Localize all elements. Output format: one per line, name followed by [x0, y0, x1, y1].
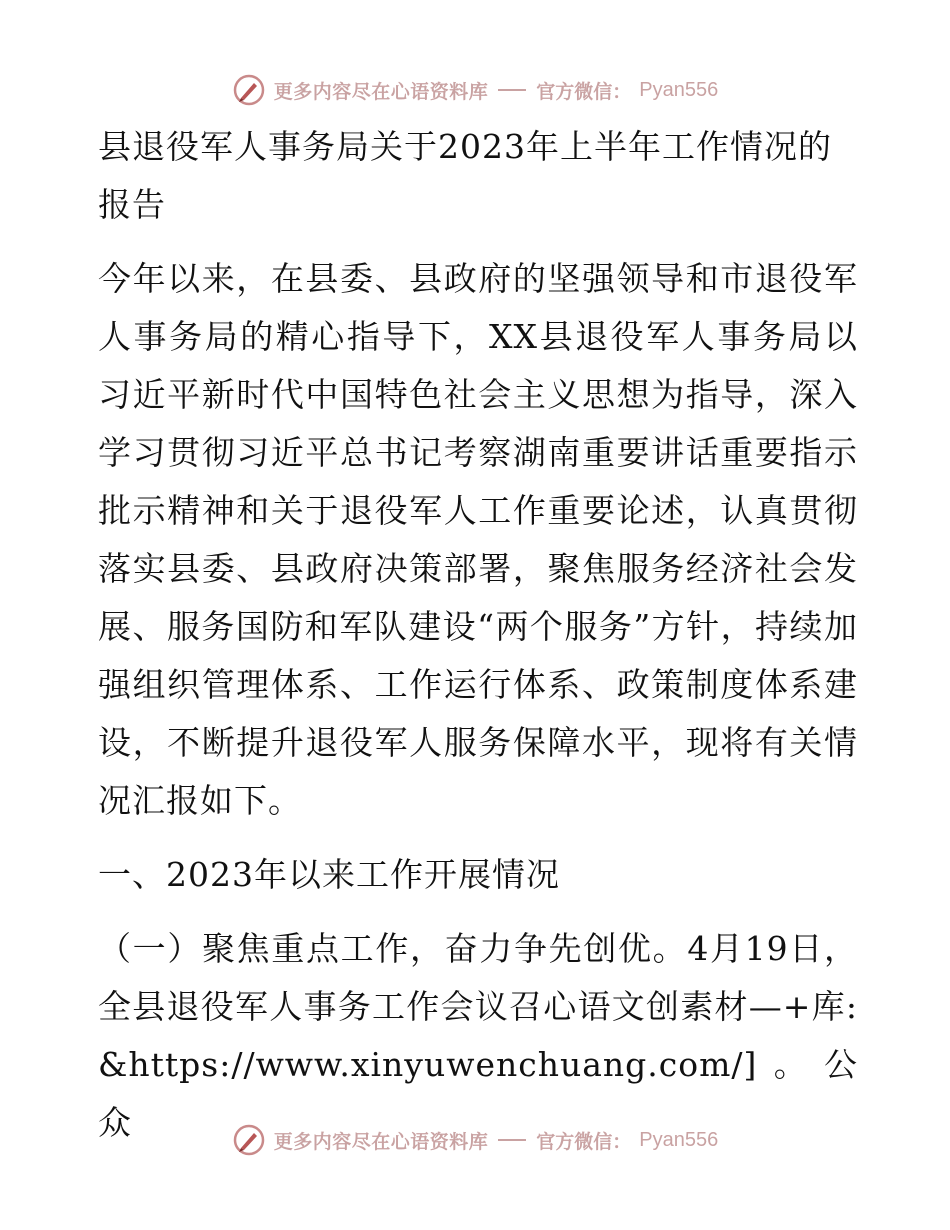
watermark-separator: [498, 89, 526, 91]
watermark-account: Pyan556: [639, 78, 719, 101]
subsection-paragraph-1: （一）聚焦重点工作，奋力争先创优。4月19日，全县退役军人事务工作会议召心语文创素材—+库: &https://www.xinyuwenchuang.com/]。公众: [98, 929, 858, 1142]
intro-paragraph: 今年以来，在县委、县政府的坚强领导和市退役军人事务局的精心指导下，XX县退役军人事务局以习近平新时代中国特色社会主义思想为指导，深入学习贯彻习近平总书记考察湖南重要讲话重要指示批示精神和关于退役军人工作重要论述，认真贯彻落实县委、县政府决策部署，聚焦服务经济社会发展、服务国防和军队建设“两个服务”方针，持续加强组织管理体系、工作运行体系、政策制度体系建设，不断提升退役军人服务保障水平，现将有关情况汇报如下。: [98, 259, 858, 820]
document-title: 县退役军人事务局关于2023年上半年工作情况的报告: [98, 127, 832, 224]
watermark-footer: [0, 1120, 950, 1160]
pen-logo-icon: [232, 73, 266, 107]
watermark-separator: [498, 1139, 526, 1141]
watermark-account: Pyan556: [639, 1128, 719, 1151]
pen-logo-icon: [232, 1123, 266, 1157]
watermark-wechat-label: 官方微信：: [536, 1130, 632, 1153]
watermark-text: 更多内容尽在心语资料库: [273, 1130, 489, 1153]
section-heading-1: 一、2023年以来工作开展情况: [98, 855, 560, 894]
watermark-text: 更多内容尽在心语资料库: [273, 80, 489, 103]
document-body: [98, 118, 858, 1168]
watermark-wechat-label: 官方微信：: [536, 80, 632, 103]
watermark-header: [0, 70, 950, 110]
